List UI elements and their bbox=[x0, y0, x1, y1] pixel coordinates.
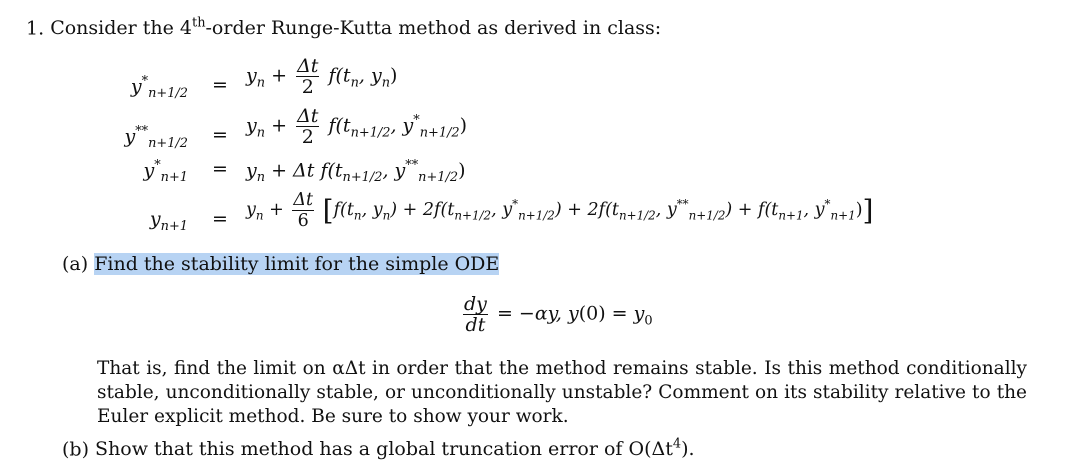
equation-4-rhs: $y_n$ + $\frac{\Delta t}{6}$ [$f(t_n$, $y_n) + 2f(t_{n+1/2}$, $y^*_{n+1/2}) + 2f(t_{n+1/2}$, $y^{**}_{n+1/2}) + f(t_{n+1}$, $y^*_{n+1}$)] bbox=[246, 190, 874, 231]
equation-4-lhs: $y_{n+1}$ bbox=[149, 208, 188, 234]
bracket-open: [ bbox=[322, 194, 334, 227]
equation-3-lhs: $y^*_{n+1}$ bbox=[143, 158, 188, 186]
bracket-close: ] bbox=[862, 194, 874, 227]
problem-statement bbox=[26, 16, 661, 39]
equation-3-rhs: $y_n + \Delta t$ $f(t_{n+1/2}$, $y^{**}_{n+1/2}$) bbox=[246, 158, 466, 186]
equation-3-sign: = bbox=[212, 158, 228, 180]
equation-4-sign: = bbox=[212, 208, 228, 230]
ode-fraction: $\frac{dy}{dt}$ bbox=[464, 293, 487, 336]
part-a-label: (a) bbox=[62, 253, 89, 275]
equation-1-rhs: $y_n$ + $\frac{\Delta t}{2}$ $f(t_n$, $y_n$) bbox=[246, 55, 398, 98]
part-b bbox=[62, 437, 695, 460]
equation-2-sign: = bbox=[212, 124, 228, 146]
equation-1-lhs: $y^*_{n+1/2}$ bbox=[130, 74, 188, 102]
part-a-highlighted-text: Find the stability limit for the simple ODE bbox=[94, 253, 500, 275]
equation-2-fraction: $\frac{\Delta t}{2}$ bbox=[297, 105, 319, 148]
part-a-paragraph: That is, find the limit on αΔt in order that the method remains stable. Is this method conditionally stable, unconditionally stable, or unconditionally unstable? Comment on its stability relative to the Euler explicit method. Be sure to show your work. bbox=[97, 358, 1027, 427]
equation-1-sign: = bbox=[212, 74, 228, 96]
equation-1-fraction: $\frac{\Delta t}{2}$ bbox=[297, 55, 319, 98]
part-a-heading bbox=[62, 253, 499, 275]
part-b-text: Show that this method has a global truncation error of $O(\Delta t^4)$. bbox=[95, 437, 695, 461]
equation-2-rhs: $y_n$ + $\frac{\Delta t}{2}$ $f(t_{n+1/2}$, $y^*_{n+1/2}$) bbox=[246, 105, 468, 148]
equation-4-fraction: $\frac{\Delta t}{6}$ bbox=[293, 190, 314, 231]
ode-equation: $\frac{dy}{dt}$ = −αy, $y(0) = y_0$ bbox=[464, 293, 653, 336]
problem-number: 1. bbox=[26, 17, 45, 40]
part-b-label: (b) bbox=[62, 438, 89, 461]
equation-2-lhs: $y^{**}_{n+1/2}$ bbox=[124, 124, 188, 152]
intro-text: Consider the 4th-order Runge-Kutta method as derived in class: bbox=[50, 16, 662, 40]
